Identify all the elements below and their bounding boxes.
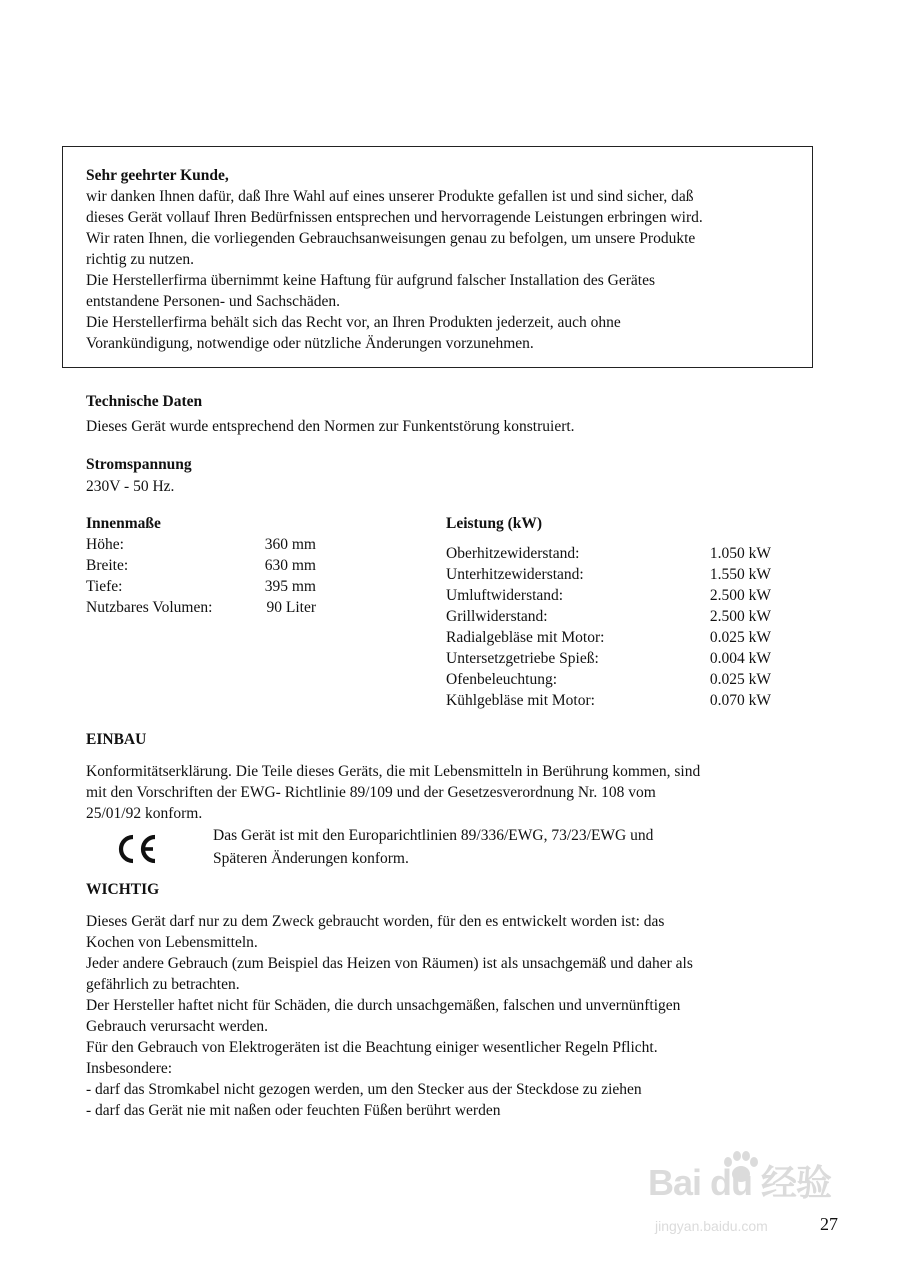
technical-section xyxy=(86,391,575,437)
power-section xyxy=(446,513,771,711)
power-row xyxy=(446,627,771,648)
dimension-label: Höhe: xyxy=(86,536,124,553)
power-title: Leistung (kW) xyxy=(446,515,543,532)
wichtig-line: Insbesondere: xyxy=(86,1060,173,1077)
wichtig-section xyxy=(86,879,693,1121)
power-value: 0.025 kW xyxy=(709,671,771,688)
power-row xyxy=(446,564,771,585)
wichtig-line: Dieses Gerät darf nur zu dem Zweck gebraucht worden, für den es entwickelt worden ist: das xyxy=(86,913,665,930)
power-label: Kühlgebläse mit Motor: xyxy=(446,692,595,709)
wichtig-line: Kochen von Lebensmitteln. xyxy=(86,934,258,951)
intro-line: Die Herstellerfirma übernimmt keine Haftung für aufgrund falscher Installation des Gerätes xyxy=(86,272,655,289)
dimension-label: Tiefe: xyxy=(86,578,123,595)
page-number: 27 xyxy=(820,1214,838,1234)
greeting: Sehr geehrter Kunde, xyxy=(86,167,229,184)
dimension-value: 630 mm xyxy=(264,557,316,574)
wichtig-line: Gebrauch verursacht werden. xyxy=(86,1018,269,1035)
power-label: Grillwiderstand: xyxy=(446,608,548,625)
wichtig-line: gefährlich zu betrachten. xyxy=(86,976,240,993)
power-row xyxy=(446,648,771,669)
power-value: 0.025 kW xyxy=(709,629,771,646)
power-value: 2.500 kW xyxy=(709,608,771,625)
power-row xyxy=(446,669,771,690)
einbau-line: 25/01/92 konform. xyxy=(86,805,203,822)
wichtig-line: - darf das Gerät nie mit naßen oder feuchten Füßen berührt werden xyxy=(86,1102,501,1119)
power-row xyxy=(446,606,771,627)
power-value: 0.004 kW xyxy=(709,650,771,667)
intro-line: dieses Gerät vollauf Ihren Bedürfnissen entsprechen und hervorragende Leistungen erbringen wird. xyxy=(86,209,703,226)
power-label: Untersetzgetriebe Spieß: xyxy=(446,650,599,667)
power-supply-section xyxy=(86,454,192,497)
dimension-row xyxy=(86,597,316,618)
dimension-value: 360 mm xyxy=(264,536,316,553)
ce-line: Späteren Änderungen konform. xyxy=(213,850,409,867)
dimension-value: 90 Liter xyxy=(266,599,316,616)
einbau-line: Konformitätserklärung. Die Teile dieses Geräts, die mit Lebensmitteln in Berührung kommen, sind xyxy=(86,763,701,780)
dimensions-section xyxy=(86,513,316,618)
power-label: Ofenbeleuchtung: xyxy=(446,671,558,688)
technical-text: Dieses Gerät wurde entsprechend den Normen zur Funkentstörung konstruiert. xyxy=(86,418,575,435)
power-value: 2.500 kW xyxy=(709,587,771,604)
intro-line: richtig zu nutzen. xyxy=(86,251,195,268)
intro-line: Vorankündigung, notwendige oder nützliche Änderungen vorzunehmen. xyxy=(86,335,534,352)
power-supply-title: Stromspannung xyxy=(86,456,192,473)
intro-box xyxy=(62,146,813,368)
watermark-brand: Bai du 经验 xyxy=(648,1162,832,1203)
dimension-row xyxy=(86,576,316,597)
einbau-line: mit den Vorschriften der EWG- Richtlinie 89/109 und der Gesetzesverordnung Nr. 108 vom xyxy=(86,784,656,801)
wichtig-line: Für den Gebrauch von Elektrogeräten ist die Beachtung einiger wesentlicher Regeln Pflicht. xyxy=(86,1039,658,1056)
ce-mark-icon xyxy=(115,832,159,866)
power-supply-value: 230V - 50 Hz. xyxy=(86,478,175,495)
dimension-row xyxy=(86,555,316,576)
intro-line: Die Herstellerfirma behält sich das Recht vor, an Ihren Produkten jederzeit, auch ohne xyxy=(86,314,621,331)
dimension-value: 395 mm xyxy=(264,578,316,595)
power-label: Unterhitzewiderstand: xyxy=(446,566,584,583)
wichtig-line: Der Hersteller haftet nicht für Schäden, die durch unsachgemäßen, falschen und unvernünftigen xyxy=(86,997,681,1014)
power-label: Umluftwiderstand: xyxy=(446,587,564,604)
ce-declaration xyxy=(213,825,653,869)
watermark-url: jingyan.baidu.com xyxy=(655,1218,768,1234)
dimension-label: Nutzbares Volumen: xyxy=(86,599,213,616)
dimensions-title: Innenmaße xyxy=(86,515,161,532)
power-row xyxy=(446,543,771,564)
dimension-row xyxy=(86,534,316,555)
einbau-title: EINBAU xyxy=(86,731,147,748)
intro-line: Wir raten Ihnen, die vorliegenden Gebrauchsanweisungen genau zu befolgen, um unsere Produkte xyxy=(86,230,696,247)
power-row xyxy=(446,690,771,711)
power-row xyxy=(446,585,771,606)
wichtig-line: Jeder andere Gebrauch (zum Beispiel das Heizen von Räumen) ist als unsachgemäß und daher als xyxy=(86,955,693,972)
power-label: Radialgebläse mit Motor: xyxy=(446,629,605,646)
technical-title: Technische Daten xyxy=(86,393,203,410)
wichtig-line: - darf das Stromkabel nicht gezogen werden, um den Stecker aus der Steckdose zu ziehen xyxy=(86,1081,642,1098)
dimension-label: Breite: xyxy=(86,557,129,574)
power-value: 0.070 kW xyxy=(709,692,771,709)
einbau-section xyxy=(86,729,700,824)
intro-line: entstandene Personen- und Sachschäden. xyxy=(86,293,340,310)
intro-line: wir danken Ihnen dafür, daß Ihre Wahl auf eines unserer Produkte gefallen ist und sind sicher, daß xyxy=(86,188,694,205)
power-value: 1.550 kW xyxy=(709,566,771,583)
power-label: Oberhitzewiderstand: xyxy=(446,545,580,562)
ce-line: Das Gerät ist mit den Europarichtlinien 89/336/EWG, 73/23/EWG und xyxy=(213,827,654,844)
power-value: 1.050 kW xyxy=(709,545,771,562)
wichtig-title: WICHTIG xyxy=(86,881,160,898)
